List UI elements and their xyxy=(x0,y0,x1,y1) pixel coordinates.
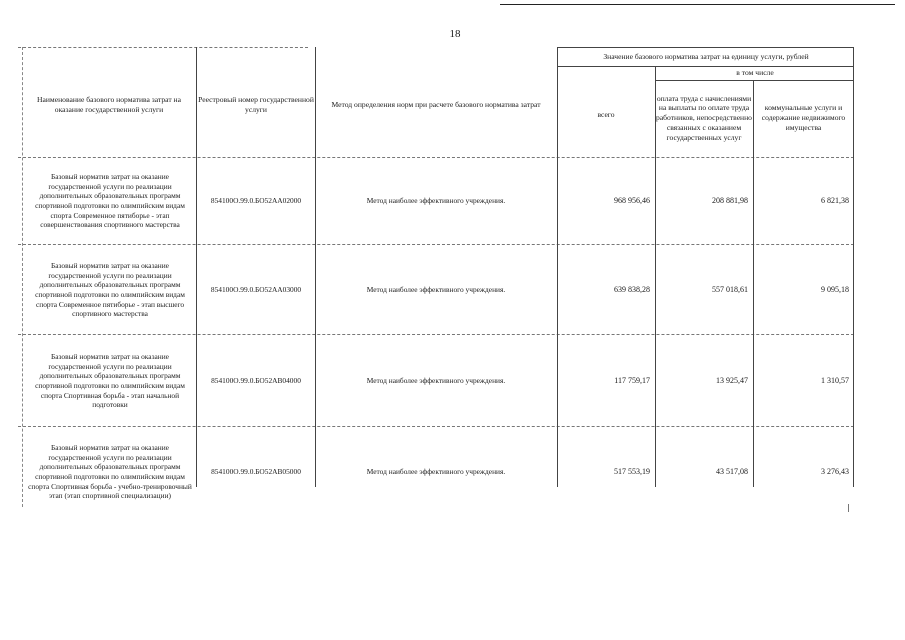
row-method: Метод наиболее эффективного учреждения. xyxy=(366,376,506,386)
col-rule-1 xyxy=(196,47,197,487)
row-utilities: 3 276,43 xyxy=(821,467,849,477)
row-total: 517 553,19 xyxy=(614,467,650,477)
row-name: Базовый норматив затрат на оказание государственной услуги по реализации дополнительных образовательных программ спортивной подготовки по олимпийским видам спорта Спортивная борьба - этап начальной подготовки xyxy=(35,352,185,410)
header-total: всего xyxy=(597,110,615,120)
header-incl-group: в том числе xyxy=(736,68,774,78)
row-utilities: 1 310,57 xyxy=(821,376,849,386)
table-top-rule-left xyxy=(18,47,308,48)
row1-bottom-rule xyxy=(18,244,854,245)
header-registry: Реестровый номер государственной услуги xyxy=(198,95,314,114)
header-value-group: Значение базового норматива затрат на единицу услуги, рублей xyxy=(603,51,809,61)
header-utilities: коммунальные услуги и содержание недвижимого имущества xyxy=(761,103,846,132)
row-total: 117 759,17 xyxy=(614,376,650,386)
row-utilities: 9 095,18 xyxy=(821,285,849,295)
row2-bottom-rule xyxy=(18,334,854,335)
row-labor: 208 881,98 xyxy=(712,196,748,206)
row-name: Базовый норматив затрат на оказание государственной услуги по реализации дополнительных образовательных программ спортивной подготовки по олимпийским видам спорта Современное пятиборье - этап совершенствования спортивного мастерства xyxy=(35,172,185,230)
row-method: Метод наиболее эффективного учреждения. xyxy=(366,467,506,477)
row-registry: 854100О.99.0.БО52АВ04000 xyxy=(211,376,301,386)
col-rule-0 xyxy=(22,47,23,507)
row-labor: 557 018,61 xyxy=(712,285,748,295)
header-method: Метод определения норм при расчете базового норматива затрат xyxy=(331,100,541,110)
row-registry: 854100О.99.0.БО52АА02000 xyxy=(210,196,302,206)
row-labor: 43 517,08 xyxy=(716,467,748,477)
row-total: 639 838,28 xyxy=(614,285,650,295)
scan-mark xyxy=(848,504,850,512)
header-labor: оплата труда с начислениями на выплаты по оплате труда работников, непосредственно связанных с оказанием государственных услуг xyxy=(656,93,752,142)
page-number: 18 xyxy=(449,28,461,40)
incl-group-rule xyxy=(655,80,854,81)
row3-bottom-rule xyxy=(18,426,854,427)
top-rule xyxy=(500,4,895,5)
row-registry: 854100О.99.0.БО52АА03000 xyxy=(210,285,302,295)
row-method: Метод наиболее эффективного учреждения. xyxy=(366,196,506,206)
row-labor: 13 925,47 xyxy=(716,376,748,386)
header-name: Наименование базового норматива затрат на оказание государственной услуги xyxy=(37,95,181,114)
header-bottom-rule xyxy=(18,157,854,158)
row-method: Метод наиболее эффективного учреждения. xyxy=(366,285,506,295)
row-total: 968 956,46 xyxy=(614,196,650,206)
row-name: Базовый норматив затрат на оказание государственной услуги по реализации дополнительных образовательных программ спортивной подготовки по олимпийским видам спорта Современное пятиборье - этап высшего спортивного мастерства xyxy=(35,261,185,319)
col-rule-6 xyxy=(853,47,854,487)
row-utilities: 6 821,38 xyxy=(821,196,849,206)
row-registry: 854100О.99.0.БО52АВ05000 xyxy=(211,467,301,477)
row-name: Базовый норматив затрат на оказание государственной услуги по реализации дополнительных образовательных программ спортивной подготовки по олимпийским видам спорта Спортивная борьба - учебно-тренировочный этап (этап спортивной специализации) xyxy=(28,443,192,501)
